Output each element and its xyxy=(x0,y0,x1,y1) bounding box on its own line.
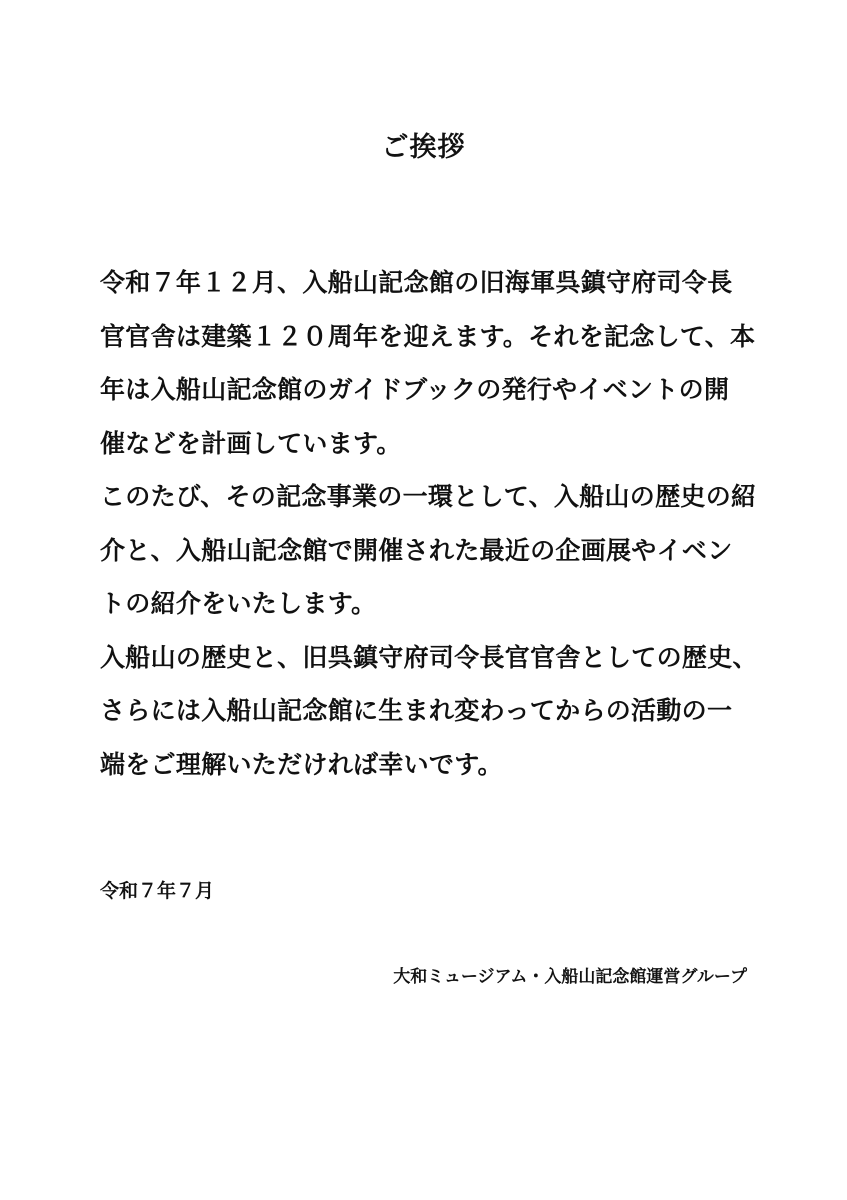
body-line: 介と、入船山記念館で開催された最近の企画展やイベン xyxy=(100,535,733,565)
document-date: 令和７年７月 xyxy=(100,880,215,902)
document-signature: 大和ミュージアム・入船山記念館運営グループ xyxy=(393,967,747,987)
document-body xyxy=(100,256,758,791)
body-line: このたび、その記念事業の一環として、入船山の歴史の紹 xyxy=(100,482,757,511)
document-title: ご挨拶 xyxy=(381,132,466,163)
body-line: 催などを計画しています。 xyxy=(100,428,402,458)
body-line: 端をご理解いただければ幸いです。 xyxy=(100,749,503,779)
body-line: 官官舎は建築１２０周年を迎えます。それを記念して、本 xyxy=(100,321,756,351)
body-line: 年は入船山記念館のガイドブックの発行やイベントの開 xyxy=(100,375,730,404)
body-line: さらには入船山記念館に生まれ変わってからの活動の一 xyxy=(100,696,733,725)
body-line: 令和７年１２月、入船山記念館の旧海軍呉鎮守府司令長 xyxy=(100,268,733,297)
body-line: 入船山の歴史と、旧呉鎮守府司令長官官舎としての歴史、 xyxy=(100,642,758,672)
body-line: トの紹介をいたします。 xyxy=(100,589,377,618)
